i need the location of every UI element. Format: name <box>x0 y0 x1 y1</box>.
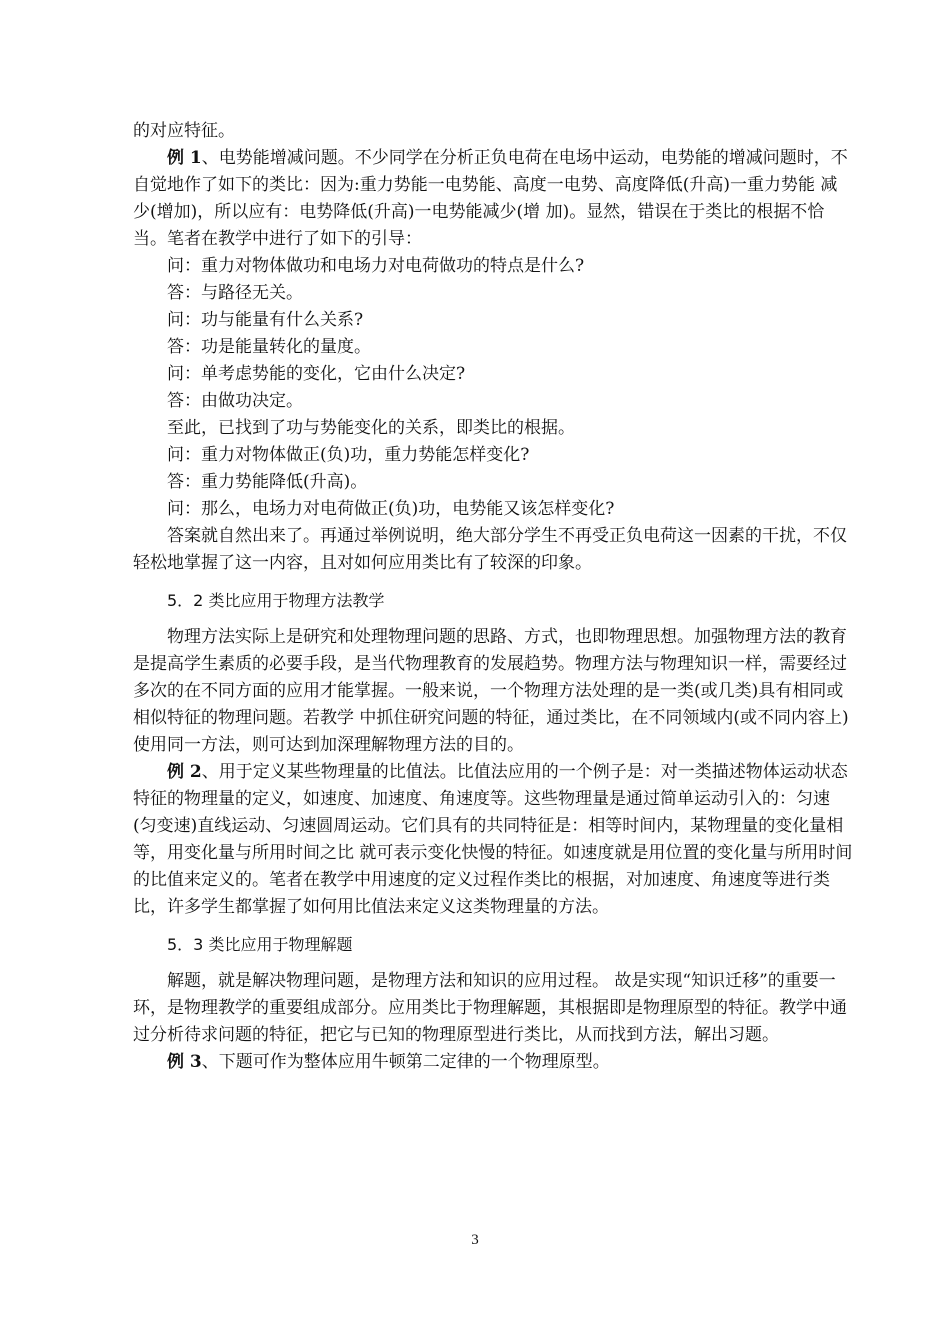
conclusion-paragraph: 答案就自然出来了。再通过举例说明，绝大部分学生不再受正负电荷这一因素的干扰，不仅轻松地掌握了这一内容，且对如何应用类比有了较深的印象。 <box>133 526 847 573</box>
example-2-paragraph <box>133 759 853 921</box>
dialogue-line: 至此，已找到了功与势能变化的关系，即类比的根据。 <box>167 418 575 438</box>
document-body <box>133 118 853 1076</box>
section-5-2-paragraph: 物理方法实际上是研究和处理物理问题的思路、方式，也即物理思想。加强物理方法的教育是提高学生素质的必要手段，是当代物理教育的发展趋势。物理方法与物理知识一样，需要经过多次的在不同方面的应用才能掌握。一般来说，一个物理方法处理的是一类(或几类)具有相同或相似特征的物理问题。若教学 中抓住研究问题的特征，通过类比，在不同领域内(或不同内容上)使用同一方法，则可达到加深理解物理方法的目的。 <box>133 627 849 755</box>
section-5-3-paragraph: 解题，就是解决物理问题，是物理方法和知识的应用过程。 故是实现“知识迁移”的重要一环，是物理教学的重要组成部分。应用类比于物理解题，其根据即是物理原型的特征。教学中通过分析待求问题的特征，把它与已知的物理原型进行类比，从而找到方法，解出习题。 <box>133 971 847 1045</box>
dialogue-line: 问：重力对物体做功和电场力对电荷做功的特点是什么? <box>167 256 585 276</box>
page-number: 3 <box>471 1232 479 1248</box>
dialogue-line: 问：单考虑势能的变化，它由什么决定? <box>167 364 466 384</box>
section-5-2-heading: 5．2 类比应用于物理方法教学 <box>167 591 385 610</box>
section-5-3-heading: 5．3 类比应用于物理解题 <box>167 935 353 954</box>
example-1-text: 、电势能增减问题。不少同学在分析正负电荷在电场中运动，电势能的增减问题时，不自觉地作了如下的类比：因为:重力势能一电势能、高度一电势、高度降低(升高)一重力势能 减少(增加)，所以应有：电势降低(升高)一电势能减少(增 加)。显然，错误在于类比的根据不恰当。笔者在教学中进行了如下的引导： <box>133 148 848 249</box>
dialogue-line: 答：重力势能降低(升高)。 <box>167 472 368 492</box>
example-3-paragraph <box>133 1049 853 1076</box>
dialogue-line: 答：功是能量转化的量度。 <box>167 337 371 357</box>
dialogue-line: 问：那么，电场力对电荷做正(负)功，电势能又该怎样变化? <box>167 499 615 519</box>
dialogue-line: 问：功与能量有什么关系? <box>167 310 364 330</box>
dialogue-line: 答：与路径无关。 <box>167 283 303 303</box>
example-2-text: 、用于定义某些物理量的比值法。比值法应用的一个例子是：对一类描述物体运动状态特征的物理量的定义，如速度、加速度、角速度等。这些物理量是通过简单运动引入的：匀速 (匀变速)直线运动、匀速圆周运动。它们具有的共同特征是：相等时间内，某物理量的变化量相等，用变化量与所用时间之比 就可表示变化快慢的特征。如速度就是用位置的变化量与所用时间的比值来定义的。笔者在教学中用速度的定义过程作类比的根据，对加速度、角速度等进行类比，许多学生都掌握了如何用比值法来定义这类物理量的方法。 <box>133 762 853 917</box>
dialogue-line: 问：重力对物体做正(负)功，重力势能怎样变化? <box>167 445 530 465</box>
example-3-label: 例 3 <box>167 1052 202 1072</box>
example-1-paragraph <box>133 145 853 253</box>
example-1-label: 例 1 <box>167 148 202 168</box>
example-3-text: 、下题可作为整体应用牛顿第二定律的一个物理原型。 <box>201 1052 610 1072</box>
example-2-label: 例 2 <box>167 762 202 782</box>
continuation-text: 的对应特征。 <box>133 121 235 141</box>
dialogue-line: 答：由做功决定。 <box>167 391 303 411</box>
